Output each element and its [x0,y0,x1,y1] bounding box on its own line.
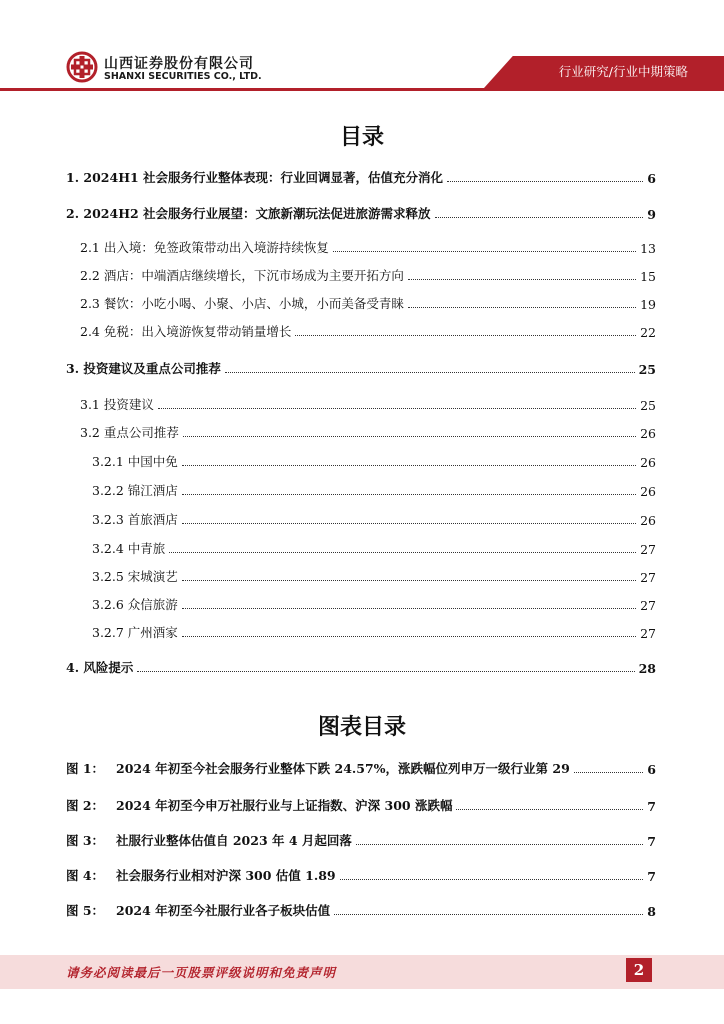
figure-entry-label: 社服行业整体估值自 2023 年 4 月起回落 [116,833,352,848]
toc-entry-page: 26 [640,426,656,441]
toc-entry-page: 28 [638,661,656,676]
dot-leader [169,552,636,553]
dot-leader [408,279,636,280]
toc-entry-page: 22 [640,325,656,340]
dot-leader [182,465,636,466]
toc-entry-label: 4. 风险提示 [66,660,134,675]
toc-entry[interactable] [66,656,656,676]
figure-entry[interactable] [66,864,656,884]
figure-entry-label: 社会服务行业相对沪深 300 估值 1.89 [116,868,336,883]
toc-entry-page: 25 [638,362,656,377]
toc-entry-label: 3.2 重点公司推荐 [80,425,179,440]
dot-leader [137,671,634,672]
figure-entry-page: 7 [647,799,656,814]
toc-entry-page: 19 [640,297,656,312]
toc-entry[interactable] [66,166,656,186]
figure-entry[interactable] [66,899,656,919]
toc-entry-page: 25 [640,398,656,413]
footer-disclaimer: 请务必阅读最后一页股票评级说明和免责声明 [66,965,337,980]
toc-entry[interactable] [92,621,656,641]
toc-entry-label: 2.2 酒店：中端酒店继续增长，下沉市场成为主要开拓方向 [80,268,404,283]
dot-leader [356,844,643,845]
toc-entry-label: 3.2.5 宋城演艺 [92,569,178,584]
toc-entry[interactable] [80,236,656,256]
dot-leader [158,408,636,409]
toc-entry-label: 2.3 餐饮：小吃小喝、小聚、小店、小城，小而美备受青睐 [80,296,404,311]
toc-entry-page: 9 [647,207,656,222]
toc-entry-label: 3. 投资建议及重点公司推荐 [66,361,221,376]
toc-entry-page: 13 [640,241,656,256]
toc-entry-page: 26 [640,484,656,499]
toc-entry[interactable] [92,450,656,470]
dot-leader [456,809,643,810]
dot-leader [225,372,635,373]
figure-entry-label: 2024 年初至今申万社服行业与上证指数、沪深 300 涨跌幅 [116,798,453,813]
toc-entry[interactable] [80,421,656,441]
toc-entry[interactable] [92,479,656,499]
figure-entry-page: 6 [647,762,656,777]
company-name-en: SHANXI SECURITIES CO., LTD. [104,71,262,82]
dot-leader [340,879,644,880]
figures-title: 图表目录 [317,714,406,740]
dot-leader [435,217,644,218]
dot-leader [333,251,636,252]
dot-leader [182,523,636,524]
header-divider [0,88,724,91]
toc-entry-page: 27 [640,626,656,641]
dot-leader [182,494,636,495]
dot-leader [182,636,636,637]
dot-leader [447,181,643,182]
figure-entry[interactable] [66,794,656,814]
dot-leader [183,436,636,437]
toc-entry[interactable] [80,393,656,413]
toc-entry-label: 3.2.6 众信旅游 [92,597,178,612]
page-header [0,0,724,95]
dot-leader [182,608,636,609]
toc-entry-label: 2.4 免税：出入境游恢复带动销量增长 [80,324,292,339]
toc-entry[interactable] [80,292,656,312]
report-category: 行业研究/行业中期策略 [558,64,688,79]
figure-entry-page: 7 [647,834,656,849]
toc-entry-label: 3.2.7 广州酒家 [92,625,178,640]
toc-entry[interactable] [66,202,656,222]
toc-entry[interactable] [92,508,656,528]
toc-entry-label: 3.2.2 锦江酒店 [92,483,178,498]
toc-entry[interactable] [80,320,656,340]
toc-entry-page: 27 [640,598,656,613]
shanxi-securities-logo-icon [66,51,98,83]
figure-entry-label: 2024 年初至今社会服务行业整体下跌 24.57%，涨跌幅位列申万一级行业第 29 [116,761,570,776]
toc-entry-page: 15 [640,269,656,284]
toc-entry[interactable] [92,537,656,557]
toc-entry-page: 27 [640,570,656,585]
figure-number: 图 2： [66,798,105,813]
company-name-cn: 山西证券股份有限公司 [104,56,254,72]
figure-number: 图 3： [66,833,105,848]
toc-entry-label: 2. 2024H2 社会服务行业展望：文旅新潮玩法促进旅游需求释放 [66,206,431,221]
figure-entry[interactable] [66,757,656,777]
toc-entry[interactable] [80,264,656,284]
toc-entry-page: 26 [640,455,656,470]
toc-entry-label: 3.2.3 首旅酒店 [92,512,178,527]
toc-entry[interactable] [92,593,656,613]
figure-entry[interactable] [66,829,656,849]
toc-entry-label: 3.1 投资建议 [80,397,154,412]
toc-entry-label: 3.2.4 中青旅 [92,541,166,556]
dot-leader [408,307,636,308]
figure-number: 图 5： [66,903,105,918]
toc-entry-label: 3.2.1 中国中免 [92,454,178,469]
toc-title: 目录 [339,124,384,150]
toc-entry[interactable] [92,565,656,585]
toc-entry-label: 2.1 出入境：免签政策带动出入境游持续恢复 [80,240,329,255]
toc-entry-page: 6 [647,171,656,186]
figure-number: 图 1： [66,761,105,776]
dot-leader [182,580,636,581]
dot-leader [295,335,636,336]
toc-entry-label: 1. 2024H1 社会服务行业整体表现：行业回调显著，估值充分消化 [66,170,444,185]
figure-entry-page: 8 [647,904,656,919]
toc-entry[interactable] [66,357,656,377]
page-number: 2 [626,958,652,982]
figure-entry-label: 2024 年初至今社服行业各子板块估值 [116,903,331,918]
figure-number: 图 4： [66,868,105,883]
toc-entry-page: 26 [640,513,656,528]
figure-entry-page: 7 [647,869,656,884]
dot-leader [574,772,644,773]
toc-entry-page: 27 [640,542,656,557]
dot-leader [334,914,643,915]
